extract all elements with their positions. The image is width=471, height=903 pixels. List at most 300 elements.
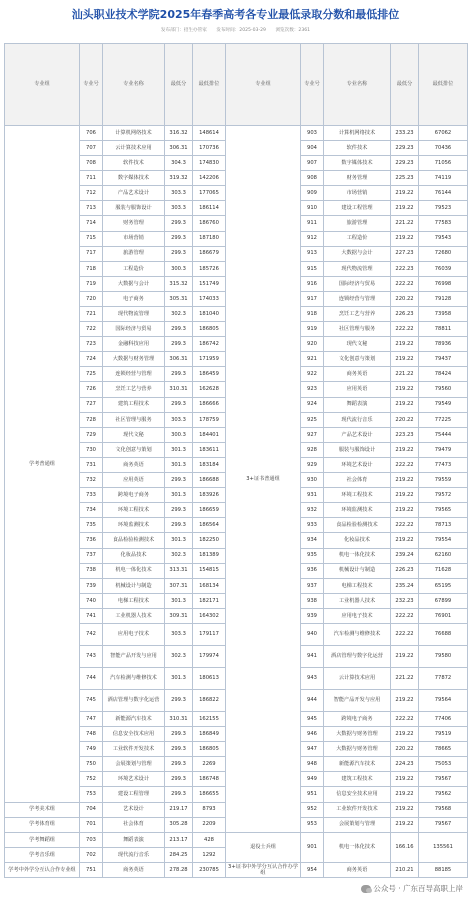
min-rank: 79559: [419, 473, 468, 488]
min-score: 219.22: [391, 382, 419, 397]
min-rank: 79560: [419, 382, 468, 397]
min-rank: 186748: [193, 772, 226, 787]
major-name: 大数据与会计: [324, 246, 391, 261]
publisher: 发布部门：招生办管家: [160, 28, 207, 33]
group-name: 退役士兵组: [226, 832, 301, 862]
major-name: 化妆品技术: [324, 533, 391, 548]
major-code: 946: [301, 727, 324, 742]
min-rank: 75053: [419, 757, 468, 772]
min-rank: 186805: [193, 742, 226, 757]
min-score: 313.31: [165, 563, 193, 578]
major-code: 734: [80, 503, 103, 518]
min-score: 222.22: [391, 457, 419, 472]
major-code: 731: [80, 457, 103, 472]
min-rank: 79128: [419, 291, 468, 306]
major-name: 大数据与会计: [103, 276, 165, 291]
major-code: 917: [301, 291, 324, 306]
major-code: 945: [301, 711, 324, 726]
major-name: 机械设计与制造: [324, 563, 391, 578]
major-name: 电梯工程技术: [324, 578, 391, 593]
min-score: 222.23: [391, 261, 419, 276]
major-name: 社区管理与服务: [103, 412, 165, 427]
major-code: 901: [301, 832, 324, 862]
min-rank: 78811: [419, 322, 468, 337]
major-code: 940: [301, 623, 324, 645]
min-rank: 183611: [193, 442, 226, 457]
major-code: 739: [80, 578, 103, 593]
column-header: 最低排位: [193, 44, 226, 126]
major-name: 社会体育: [103, 817, 165, 832]
major-name: 现代文秘: [103, 427, 165, 442]
major-code: 909: [301, 186, 324, 201]
min-score: 221.22: [391, 667, 419, 689]
major-code: 728: [80, 412, 103, 427]
major-code: 725: [80, 367, 103, 382]
major-code: 951: [301, 787, 324, 802]
major-code: 753: [80, 787, 103, 802]
major-name: 现代流行音乐: [324, 412, 391, 427]
min-rank: 77583: [419, 216, 468, 231]
major-code: 944: [301, 689, 324, 711]
major-code: 718: [80, 261, 103, 276]
min-score: 219.22: [391, 473, 419, 488]
group-name: 学考音乐组: [5, 847, 80, 862]
min-score: 301.3: [165, 593, 193, 608]
major-name: 机电一体化技术: [324, 832, 391, 862]
column-header: 专业号: [80, 44, 103, 126]
min-rank: 79543: [419, 231, 468, 246]
group-name: 3+证书中外学分互认合作办学组: [226, 862, 301, 877]
group-name: 学考舞蹈组: [5, 832, 80, 847]
major-name: 数字媒体技术: [103, 171, 165, 186]
major-code: 752: [80, 772, 103, 787]
min-score: 219.22: [391, 645, 419, 667]
min-rank: 77872: [419, 667, 468, 689]
major-code: 741: [80, 608, 103, 623]
major-name: 软件技术: [324, 140, 391, 155]
min-rank: 186742: [193, 337, 226, 352]
min-rank: 77473: [419, 457, 468, 472]
major-name: 机电一体化技术: [103, 563, 165, 578]
min-rank: 168134: [193, 578, 226, 593]
major-code: 954: [301, 862, 324, 877]
min-rank: 76998: [419, 276, 468, 291]
min-score: 221.22: [391, 367, 419, 382]
major-code: 723: [80, 337, 103, 352]
major-code: 736: [80, 533, 103, 548]
major-name: 信息安全技术应用: [103, 727, 165, 742]
min-rank: 79519: [419, 727, 468, 742]
major-name: 工程造价: [103, 261, 165, 276]
major-code: 713: [80, 201, 103, 216]
major-code: 935: [301, 548, 324, 563]
min-rank: 162155: [193, 711, 226, 726]
column-header: 专业名称: [324, 44, 391, 126]
major-name: 连锁经营与管理: [324, 291, 391, 306]
major-code: 913: [301, 246, 324, 261]
major-code: 932: [301, 503, 324, 518]
min-score: 219.22: [391, 488, 419, 503]
article-meta: [0, 27, 471, 33]
major-code: 947: [301, 742, 324, 757]
min-rank: 182250: [193, 533, 226, 548]
group-name: 3+证书普通组: [226, 125, 301, 832]
min-score: 299.3: [165, 787, 193, 802]
min-score: 219.22: [391, 817, 419, 832]
min-rank: 183926: [193, 488, 226, 503]
min-score: 303.3: [165, 623, 193, 645]
major-code: 703: [80, 832, 103, 847]
major-code: 751: [80, 862, 103, 877]
major-name: 商务英语: [103, 862, 165, 877]
table-row: [5, 862, 468, 877]
min-score: 213.17: [165, 832, 193, 847]
column-header: 专业组: [5, 44, 80, 126]
min-score: 232.23: [391, 593, 419, 608]
min-score: 299.3: [165, 503, 193, 518]
major-name: 云计算技术应用: [103, 140, 165, 155]
major-code: 711: [80, 171, 103, 186]
min-rank: 76901: [419, 608, 468, 623]
min-score: 299.3: [165, 772, 193, 787]
min-score: 301.3: [165, 667, 193, 689]
min-score: 310.31: [165, 711, 193, 726]
min-rank: 74119: [419, 171, 468, 186]
page-title: 汕头职业技术学院2025年春季高考各专业最低录取分数和最低排位: [71, 8, 400, 21]
min-score: 299.3: [165, 367, 193, 382]
min-rank: 187180: [193, 231, 226, 246]
min-score: 299.3: [165, 518, 193, 533]
min-rank: 179117: [193, 623, 226, 645]
min-rank: 2209: [193, 817, 226, 832]
min-score: 299.3: [165, 337, 193, 352]
min-rank: 79437: [419, 352, 468, 367]
min-score: 299.3: [165, 397, 193, 412]
major-name: 环境艺术设计: [324, 457, 391, 472]
min-score: 299.3: [165, 689, 193, 711]
major-name: 建筑工程技术: [103, 397, 165, 412]
major-code: 748: [80, 727, 103, 742]
column-header: 专业组: [226, 44, 301, 126]
major-code: 740: [80, 593, 103, 608]
major-code: 903: [301, 125, 324, 140]
min-score: 222.22: [391, 276, 419, 291]
min-score: 227.23: [391, 246, 419, 261]
major-name: 连锁经营与管理: [103, 367, 165, 382]
major-name: 化妆品技术: [103, 548, 165, 563]
major-name: 大数据与财务管理: [324, 742, 391, 757]
major-code: 953: [301, 817, 324, 832]
watermark-text: 公众号 · 广东百导高职上岸: [373, 884, 463, 893]
major-code: 952: [301, 802, 324, 817]
major-code: 704: [80, 802, 103, 817]
min-rank: 79564: [419, 689, 468, 711]
major-code: 747: [80, 711, 103, 726]
major-name: 应用英语: [103, 473, 165, 488]
major-name: 文化创意与策划: [324, 352, 391, 367]
major-code: 920: [301, 337, 324, 352]
min-score: 222.22: [391, 711, 419, 726]
group-name: 学考体育组: [5, 817, 80, 832]
min-rank: 67899: [419, 593, 468, 608]
major-code: 943: [301, 667, 324, 689]
table-row: [5, 832, 468, 847]
min-rank: 76144: [419, 186, 468, 201]
min-rank: 71628: [419, 563, 468, 578]
major-code: 715: [80, 231, 103, 246]
min-rank: 79562: [419, 787, 468, 802]
major-code: 738: [80, 563, 103, 578]
major-code: 706: [80, 125, 103, 140]
min-score: 299.3: [165, 322, 193, 337]
major-code: 938: [301, 593, 324, 608]
min-rank: 186564: [193, 518, 226, 533]
min-score: 302.3: [165, 645, 193, 667]
min-score: 222.22: [391, 518, 419, 533]
min-score: 302.3: [165, 548, 193, 563]
min-score: 299.3: [165, 216, 193, 231]
min-score: 166.16: [391, 832, 419, 862]
major-name: 酒店管理与数字化运营: [324, 645, 391, 667]
major-code: 714: [80, 216, 103, 231]
major-name: 跨境电子商务: [103, 488, 165, 503]
major-name: 现代物流管理: [103, 307, 165, 322]
major-name: 云计算技术应用: [324, 667, 391, 689]
min-rank: 77225: [419, 412, 468, 427]
major-name: 烹饪工艺与营养: [324, 307, 391, 322]
min-score: 235.24: [391, 578, 419, 593]
min-rank: 184401: [193, 427, 226, 442]
major-code: 726: [80, 382, 103, 397]
major-code: 732: [80, 473, 103, 488]
min-rank: 2269: [193, 757, 226, 772]
major-code: 933: [301, 518, 324, 533]
min-rank: 79565: [419, 503, 468, 518]
major-name: 烹饪工艺与营养: [103, 382, 165, 397]
group-name: 学考中外学分互认合作专业组: [5, 862, 80, 877]
major-code: 749: [80, 742, 103, 757]
major-code: 744: [80, 667, 103, 689]
major-name: 计算机网络技术: [103, 125, 165, 140]
min-rank: 78665: [419, 742, 468, 757]
major-name: 艺术设计: [103, 802, 165, 817]
min-score: 223.23: [391, 427, 419, 442]
major-name: 市场营销: [103, 231, 165, 246]
min-score: 220.22: [391, 291, 419, 306]
min-rank: 154815: [193, 563, 226, 578]
major-name: 商务英语: [324, 862, 391, 877]
major-code: 948: [301, 757, 324, 772]
min-score: 301.3: [165, 533, 193, 548]
major-name: 市场营销: [324, 186, 391, 201]
min-score: 219.22: [391, 727, 419, 742]
major-name: 机械设计与制造: [103, 578, 165, 593]
major-code: 910: [301, 201, 324, 216]
major-name: 商务英语: [324, 367, 391, 382]
min-rank: 62160: [419, 548, 468, 563]
major-name: 社区管理与服务: [324, 322, 391, 337]
major-name: 工程造价: [324, 231, 391, 246]
min-score: 219.22: [391, 352, 419, 367]
major-code: 712: [80, 186, 103, 201]
major-name: 工业机器人技术: [324, 593, 391, 608]
min-rank: 183184: [193, 457, 226, 472]
min-rank: 162628: [193, 382, 226, 397]
min-score: 300.3: [165, 427, 193, 442]
major-name: 食品检验检测技术: [324, 518, 391, 533]
major-code: 921: [301, 352, 324, 367]
min-score: 221.22: [391, 216, 419, 231]
major-code: 919: [301, 322, 324, 337]
min-rank: 186822: [193, 689, 226, 711]
major-code: 722: [80, 322, 103, 337]
major-code: 730: [80, 442, 103, 457]
min-score: 303.3: [165, 412, 193, 427]
major-code: 941: [301, 645, 324, 667]
min-score: 229.23: [391, 140, 419, 155]
major-code: 904: [301, 140, 324, 155]
major-name: 产品艺术设计: [103, 186, 165, 201]
min-score: 219.22: [391, 442, 419, 457]
min-score: 219.22: [391, 201, 419, 216]
min-rank: 78713: [419, 518, 468, 533]
min-rank: 78936: [419, 337, 468, 352]
major-name: 环境工程技术: [324, 488, 391, 503]
major-name: 环境工程技术: [103, 503, 165, 518]
major-name: 环境艺术设计: [103, 772, 165, 787]
group-name: 学考美术组: [5, 802, 80, 817]
min-rank: 1292: [193, 847, 226, 862]
min-rank: 186666: [193, 397, 226, 412]
major-name: 国际经济与贸易: [324, 276, 391, 291]
min-score: 299.3: [165, 231, 193, 246]
min-rank: 8793: [193, 802, 226, 817]
min-rank: 135561: [419, 832, 468, 862]
min-score: 219.22: [391, 802, 419, 817]
min-rank: 170736: [193, 140, 226, 155]
min-rank: 88185: [419, 862, 468, 877]
major-name: 现代流行音乐: [103, 847, 165, 862]
min-score: 219.22: [391, 787, 419, 802]
min-score: 301.3: [165, 442, 193, 457]
min-score: 303.3: [165, 186, 193, 201]
major-code: 717: [80, 246, 103, 261]
major-code: 745: [80, 689, 103, 711]
major-code: 720: [80, 291, 103, 306]
major-code: 733: [80, 488, 103, 503]
major-name: 跨境电子商务: [324, 711, 391, 726]
min-score: 302.3: [165, 307, 193, 322]
min-rank: 79572: [419, 488, 468, 503]
major-name: 旅游管理: [324, 216, 391, 231]
min-rank: 142206: [193, 171, 226, 186]
min-rank: 164302: [193, 608, 226, 623]
min-score: 225.23: [391, 171, 419, 186]
major-code: 719: [80, 276, 103, 291]
min-score: 316.32: [165, 125, 193, 140]
min-score: 309.31: [165, 608, 193, 623]
min-rank: 186459: [193, 367, 226, 382]
major-name: 电子商务: [103, 291, 165, 306]
major-code: 727: [80, 397, 103, 412]
major-name: 环境监测技术: [103, 518, 165, 533]
min-rank: 65195: [419, 578, 468, 593]
min-score: 226.23: [391, 563, 419, 578]
major-name: 应用电子技术: [103, 623, 165, 645]
min-score: 284.25: [165, 847, 193, 862]
min-rank: 71056: [419, 156, 468, 171]
major-name: 应用电子技术: [324, 608, 391, 623]
major-name: 计算机网络技术: [324, 125, 391, 140]
major-name: 智能产品开发与应用: [103, 645, 165, 667]
min-rank: 79554: [419, 533, 468, 548]
min-rank: 177065: [193, 186, 226, 201]
wechat-watermark: [361, 883, 463, 894]
admission-score-table: [4, 43, 468, 878]
major-code: 912: [301, 231, 324, 246]
column-header: 专业名称: [103, 44, 165, 126]
major-name: 软件技术: [103, 156, 165, 171]
min-score: 300.3: [165, 261, 193, 276]
major-code: 928: [301, 442, 324, 457]
min-score: 315.32: [165, 276, 193, 291]
major-name: 电梯工程技术: [103, 593, 165, 608]
min-score: 219.22: [391, 231, 419, 246]
major-name: 旅游管理: [103, 246, 165, 261]
min-score: 219.22: [391, 772, 419, 787]
major-code: 721: [80, 307, 103, 322]
min-score: 307.31: [165, 578, 193, 593]
min-rank: 76039: [419, 261, 468, 276]
min-rank: 186659: [193, 503, 226, 518]
major-name: 会展策划与管理: [103, 757, 165, 772]
min-rank: 428: [193, 832, 226, 847]
major-name: 现代文秘: [324, 337, 391, 352]
min-rank: 186688: [193, 473, 226, 488]
major-code: 701: [80, 817, 103, 832]
min-score: 319.32: [165, 171, 193, 186]
major-name: 工业软件开发技术: [324, 802, 391, 817]
min-rank: 79479: [419, 442, 468, 457]
major-code: 743: [80, 645, 103, 667]
major-code: 911: [301, 216, 324, 231]
major-code: 937: [301, 578, 324, 593]
min-score: 299.3: [165, 473, 193, 488]
min-score: 219.17: [165, 802, 193, 817]
major-name: 舞蹈表演: [103, 832, 165, 847]
min-rank: 77406: [419, 711, 468, 726]
min-score: 222.22: [391, 608, 419, 623]
min-rank: 75444: [419, 427, 468, 442]
min-rank: 178759: [193, 412, 226, 427]
column-header: 专业号: [301, 44, 324, 126]
min-rank: 181389: [193, 548, 226, 563]
major-code: 737: [80, 548, 103, 563]
min-score: 222.22: [391, 623, 419, 645]
major-name: 服装与服饰设计: [103, 201, 165, 216]
major-name: 大数据与财务管理: [103, 352, 165, 367]
major-name: 食品检验检测技术: [103, 533, 165, 548]
major-code: 915: [301, 261, 324, 276]
major-name: 工业机器人技术: [103, 608, 165, 623]
table-row: [5, 125, 468, 140]
major-name: 文化创意与策划: [103, 442, 165, 457]
major-name: 金融科技应用: [103, 337, 165, 352]
major-name: 机电一体化技术: [324, 548, 391, 563]
min-score: 303.3: [165, 201, 193, 216]
major-code: 907: [301, 156, 324, 171]
min-rank: 174830: [193, 156, 226, 171]
